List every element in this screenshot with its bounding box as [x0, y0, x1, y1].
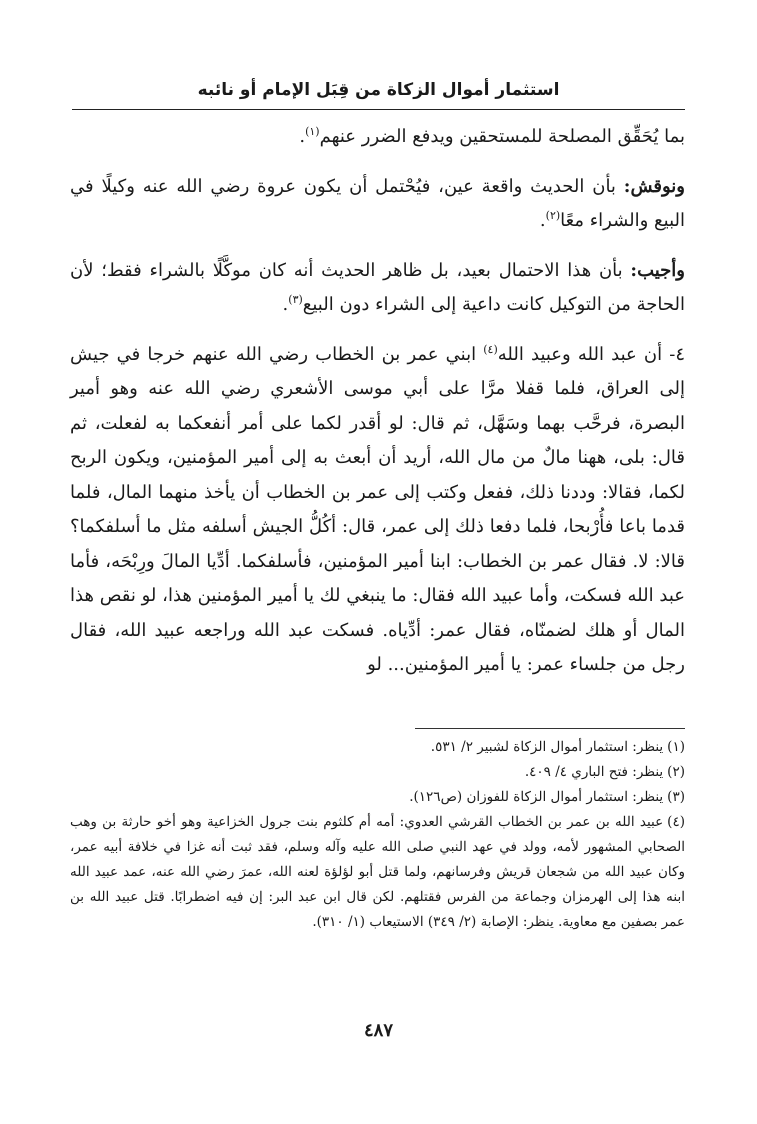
paragraph-tail: ابني عمر بن الخطاب رضي الله عنهم خرجا في جيش إلى العراق، فلما قفلا مرَّا على أبي موسى الأشعري رضي الله عنه وهو أمير البصرة، فرحَّب بهما وسَهَّل، ثم قال: لو أقدر لكما على أمر أنفعكما به لفعلت، ثم قال: بلى، ههنا مالٌ من مال الله، أريد أن أبعث به إلى أمير المؤمنين، ويكون الربح لكما، فقالا: وددنا ذلك، ففعل وكتب إلى عمر بن الخطاب أن يأخذ منهما المال، فلما قدما باعا فأُرْبحا، فلما دفعا ذلك إلى عمر، قال: أكُلُّ الجيش أسلفه مثل ما أسلفكما؟ قالا: لا. فقال عمر بن الخطاب: ابنا أمير المؤمنين، فأسلفكما. أدِّيا المالَ ورِبْحَه، فأما عبد الله فسكت، وأما عبيد الله فقال: ما ينبغي لك يا أمير المؤمنين هذا، لو نقص هذا المال أو هلك لضمنّاه، فقال عمر: أدِّياه. فسكت عبد الله وراجعه عبيد الله، فقال رجل من جلساء عمر: يا أمير المؤمنين... لو	[70, 343, 685, 675]
footnote-mark: (٤)	[667, 814, 685, 830]
footnote-text: ينظر: فتح الباري ٤/ ٤٠٩.	[524, 764, 664, 780]
footnote-ref[interactable]: (٣)	[288, 293, 303, 306]
footnote-mark: (١)	[667, 739, 685, 755]
paragraph	[70, 338, 685, 683]
footnote-text: عبيد الله بن عمر بن الخطاب القرشي العدوي: أمه أم كلثوم بنت جرول الخزاعية وهو أخو حارثة بن وهب الصحابي المشهور لأمه، وولد في عهد النبي صلى الله عليه وآله وسلم، فقد ثبت أنه غزا في خلافة أبيه عمر، وكان عبيد الله من شجعان قريش وفرسانهم، ولما قتل أبو لؤلؤة لعنه الله، عمرَ رضي الله عنه، عمد عبيد الله ابنه هذا إلى الهرمزان وجماعة من الفرس فقتلهم. لكن قال ابن عبد البر: إن فيه اضطرابًا. قتل عبيد الله بن عمر بصفين مع معاوية. ينظر: الإصابة (٢/ ٣٤٩) الاستيعاب (١/ ٣١٠).	[70, 814, 685, 930]
footnote-mark: (٣)	[667, 789, 685, 805]
footnote	[70, 810, 685, 935]
header-rule	[72, 109, 685, 110]
footnote-text: ينظر: استثمار أموال الزكاة للفوزان (ص١٢٦).	[409, 789, 664, 805]
paragraph-tail: .	[539, 210, 546, 231]
footnote-separator	[415, 728, 685, 729]
paragraph-lead: ونوقش:	[623, 175, 685, 197]
paragraph-tail: .	[282, 294, 289, 315]
paragraph-text: بما يُحَقِّق المصلحة للمستحقين ويدفع الضرر عنهم	[319, 126, 685, 147]
paragraph-text: بأن هذا الاحتمال بعيد، بل ظاهر الحديث أنه كان موكَّلًا بالشراء فقط؛ لأن الحاجة من التوكيل كانت داعية إلى الشراء دون البيع	[70, 259, 685, 315]
paragraph-text: بأن الحديث واقعة عين، فيُحْتمل أن يكون عروة رضي الله عنه وكيلًا في البيع والشراء معًا	[70, 175, 685, 231]
footnotes	[70, 735, 685, 935]
paragraph	[70, 254, 685, 323]
footnote	[70, 760, 685, 785]
footnote-mark: (٢)	[667, 764, 685, 780]
footnote-ref[interactable]: (٤)	[483, 342, 498, 356]
footnote	[70, 735, 685, 760]
paragraph-lead: وأجيب:	[630, 259, 685, 281]
paragraph-tail: .	[299, 126, 306, 147]
footnote-ref[interactable]: (٢)	[545, 209, 561, 222]
footnote	[70, 785, 685, 810]
paragraph	[70, 120, 685, 155]
body-text	[70, 120, 685, 683]
footnote-ref[interactable]: (١)	[305, 125, 320, 138]
footnote-text: ينظر: استثمار أموال الزكاة لشبير ٢/ ٥٣١.	[430, 739, 664, 755]
running-header: استثمار أموال الزكاة من قِبَل الإمام أو نائبه	[197, 80, 560, 100]
paragraph-text: ٤- أن عبد الله وعبيد الله	[497, 343, 685, 365]
paragraph	[70, 170, 685, 239]
page-number: ٤٨٧	[363, 1020, 393, 1041]
